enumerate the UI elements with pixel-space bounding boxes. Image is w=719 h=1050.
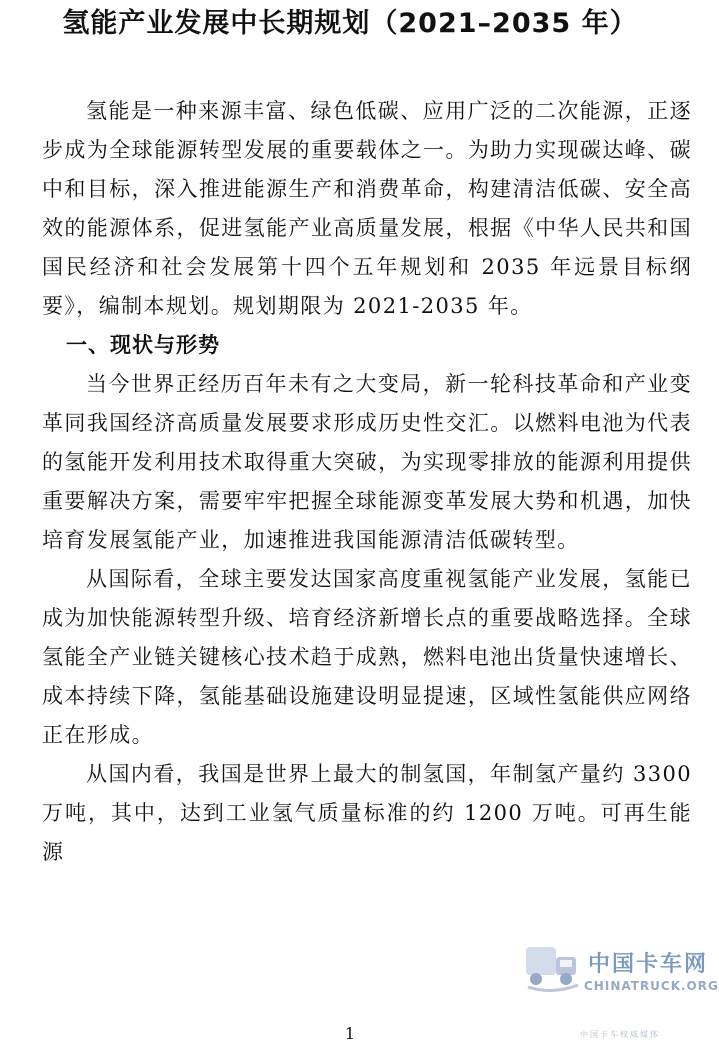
document-title: 氢能产业发展中长期规划（2021–2035 年） [62,8,638,39]
document-body [42,92,692,872]
section-heading-status: 一、现状与形势 [66,333,220,357]
paragraph-global-change: 当今世界正经历百年未有之大变局，新一轮科技革命和产业变革同我国经济高质量发展要求形成历史性交汇。以燃料电池为代表的氢能开发利用技术取得重大突破，为实现零排放的能源利用提供重要解决方案，需要牢牢把握全球能源变革发展大势和机遇，加快培育发展氢能产业，加速推进我国能源清洁低碳转型。 [42,372,692,552]
paragraph-international: 从国际看，全球主要发达国家高度重视氢能产业发展，氢能已成为加快能源转型升级、培育经济新增长点的重要战略选择。全球氢能全产业链关键核心技术趋于成熟，燃料电池出货量快速增长、成本持续下降，氢能基础设施建设明显提速，区域性氢能供应网络正在形成。 [42,567,692,747]
watermark-name-cn: 中国卡车网 [588,952,709,977]
watermark-tagline: 中国卡车权威媒体 [580,1030,660,1039]
truck-logo-icon [520,935,584,999]
watermark [520,935,719,1045]
watermark-name-en: CHINATRUCK.ORG [584,979,719,993]
paragraph-intro: 氢能是一种来源丰富、绿色低碳、应用广泛的二次能源，正逐步成为全球能源转型发展的重要载体之一。为助力实现碳达峰、碳中和目标，深入推进能源生产和消费革命，构建清洁低碳、安全高效的能源体系，促进氢能产业高质量发展，根据《中华人民共和国国民经济和社会发展第十四个五年规划和 2035 年远景目标纲要》，编制本规划。规划期限为 2021-2035 年。 [42,99,692,318]
paragraph-domestic: 从国内看，我国是世界上最大的制氢国，年制氢产量约 3300 万吨，其中，达到工业氢气质量标准的约 1200 万吨。可再生能源 [42,762,692,864]
page-number: 1 [344,1024,356,1043]
